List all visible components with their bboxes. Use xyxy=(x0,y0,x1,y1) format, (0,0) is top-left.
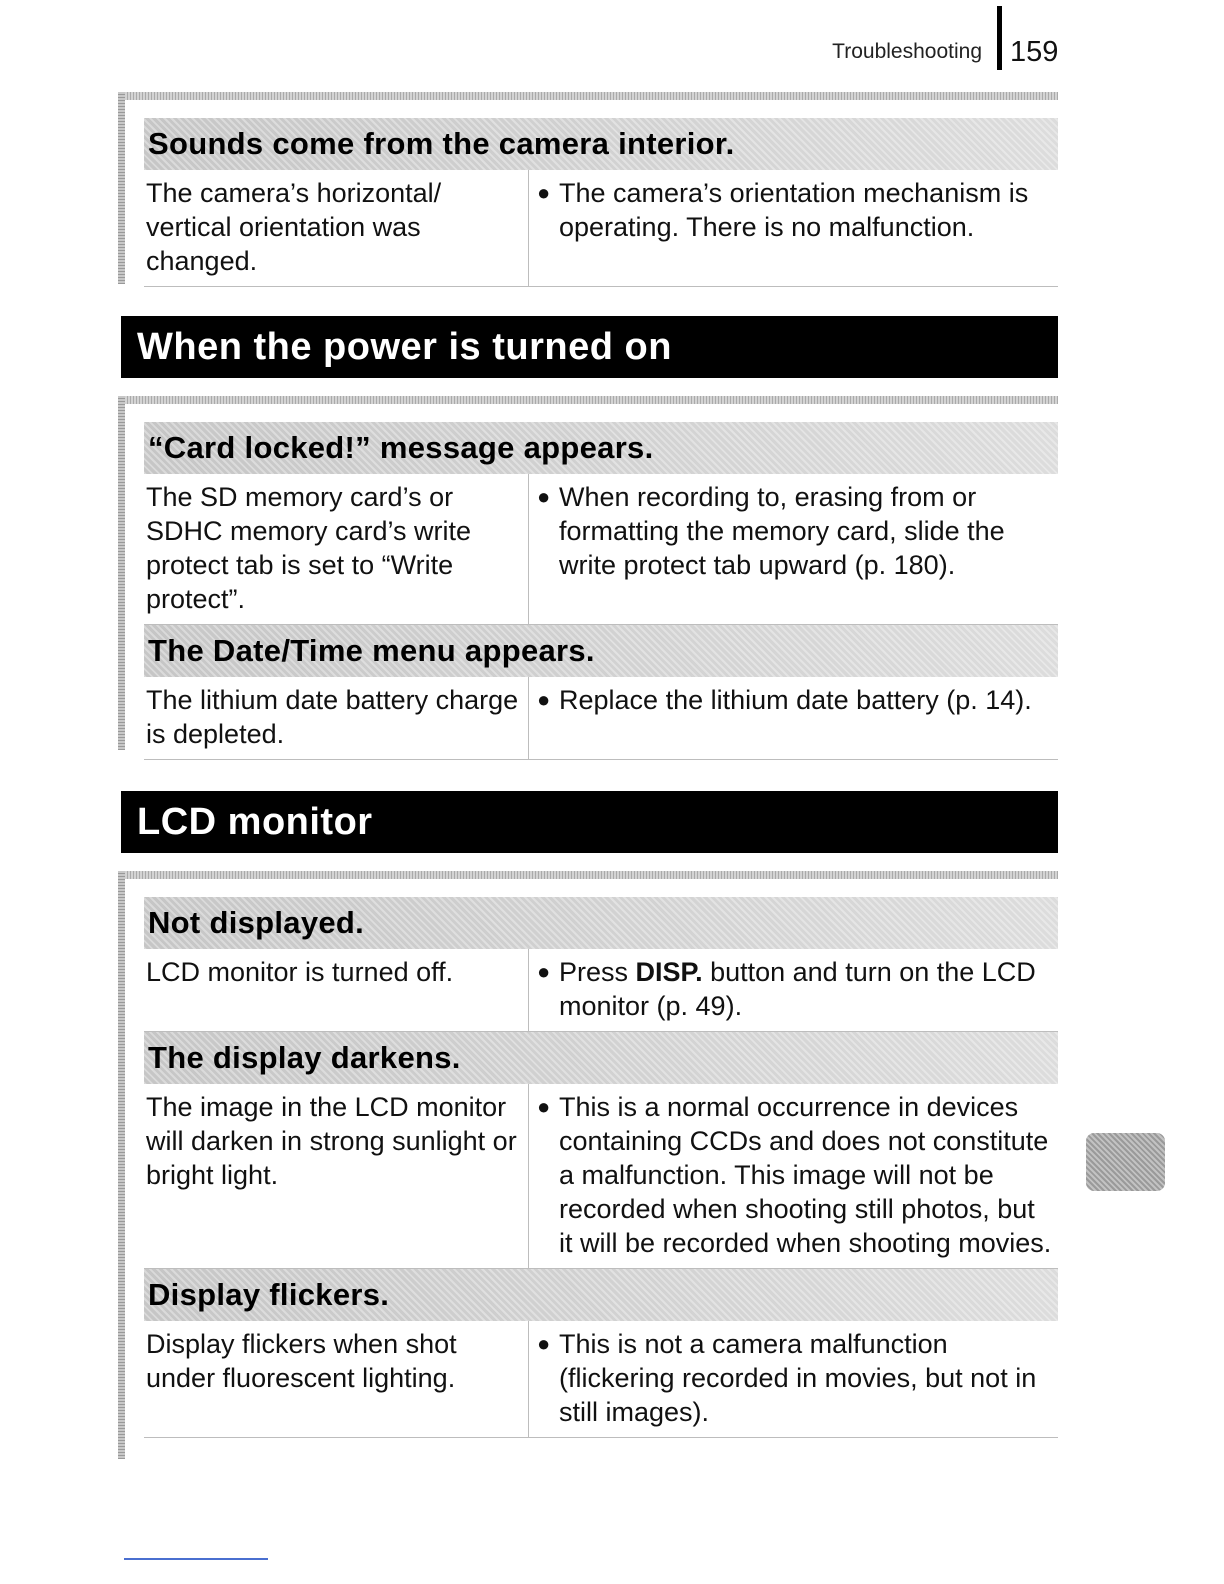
bullet-icon: ● xyxy=(537,959,551,984)
section-heading-power-on: When the power is turned on xyxy=(121,316,1058,378)
cause-cell: LCD monitor is turned off. xyxy=(144,949,529,1031)
block-left-rule xyxy=(118,92,125,284)
footer-rule xyxy=(124,1558,268,1560)
running-header-section: Troubleshooting xyxy=(832,40,982,63)
troubleshoot-block-lcd xyxy=(118,871,1058,1459)
remedy-text-pre: Press xyxy=(559,957,636,987)
cause-cell: The image in the LCD monitor will darken in strong sunlight or bright light. xyxy=(144,1084,529,1268)
remedy-text: This is not a camera malfunction (flickering recorded in movies, but not in still images). xyxy=(559,1329,1037,1427)
block-content xyxy=(144,404,1058,760)
block-top-rule xyxy=(118,871,1058,879)
disp-button-label: DISP. xyxy=(635,957,703,987)
bullet-icon: ● xyxy=(537,180,551,205)
problem-title: The Date/Time menu appears. xyxy=(144,625,1058,677)
cause-cell: The SD memory card’s or SDHC memory card’s write protect tab is set to “Write protect”. xyxy=(144,474,529,624)
block-content xyxy=(144,100,1058,287)
remedy-text: The camera’s orientation mechanism is operating. There is no malfunction. xyxy=(559,178,1029,242)
remedy-text xyxy=(559,955,1052,1023)
bullet-icon: ● xyxy=(537,1331,551,1356)
remedy-cell xyxy=(529,170,1058,286)
problem-row xyxy=(144,1321,1058,1438)
remedy-cell xyxy=(529,1321,1058,1437)
block-left-rule xyxy=(118,871,125,1459)
bullet-icon: ● xyxy=(537,484,551,509)
block-top-rule xyxy=(118,92,1058,100)
troubleshoot-block-power-on xyxy=(118,396,1058,750)
remedy-text: This is a normal occurrence in devices containing CCDs and does not constitute a malfunction. This image will not be recorded when shooting still photos, but it will be recorded when shooting movies. xyxy=(559,1092,1052,1258)
section-heading-lcd-monitor: LCD monitor xyxy=(121,791,1058,853)
block-left-rule xyxy=(118,396,125,750)
problem-title: Sounds come from the camera interior. xyxy=(144,118,1058,170)
remedy-text: When recording to, erasing from or formatting the memory card, slide the write protect tab upward (p. 180). xyxy=(559,482,1005,580)
bullet-icon: ● xyxy=(537,1094,551,1119)
remedy-text: Replace the lithium date battery (p. 14). xyxy=(559,685,1032,715)
problem-row xyxy=(144,1084,1058,1269)
cause-cell: The camera’s horizontal/ vertical orientation was changed. xyxy=(144,170,529,286)
chapter-tab-marker xyxy=(1086,1133,1165,1191)
header-divider xyxy=(997,6,1002,70)
problem-title: Not displayed. xyxy=(144,897,1058,949)
bullet-icon: ● xyxy=(537,687,551,712)
problem-row xyxy=(144,677,1058,760)
cause-cell: Display flickers when shot under fluorescent lighting. xyxy=(144,1321,529,1437)
problem-row xyxy=(144,949,1058,1032)
cause-cell: The lithium date battery charge is depleted. xyxy=(144,677,529,759)
problem-title: The display darkens. xyxy=(144,1032,1058,1084)
remedy-cell xyxy=(529,677,1058,759)
problem-title: “Card locked!” message appears. xyxy=(144,422,1058,474)
troubleshoot-block-sounds xyxy=(118,92,1058,284)
block-content xyxy=(144,879,1058,1438)
problem-row xyxy=(144,474,1058,625)
remedy-cell xyxy=(529,949,1058,1031)
problem-row xyxy=(144,170,1058,287)
remedy-cell xyxy=(529,1084,1058,1268)
problem-title: Display flickers. xyxy=(144,1269,1058,1321)
remedy-text-post: button and turn on the LCD monitor (p. 49). xyxy=(559,957,1036,1021)
page-number: 159 xyxy=(1010,36,1059,68)
remedy-cell xyxy=(529,474,1058,624)
block-top-rule xyxy=(118,396,1058,404)
